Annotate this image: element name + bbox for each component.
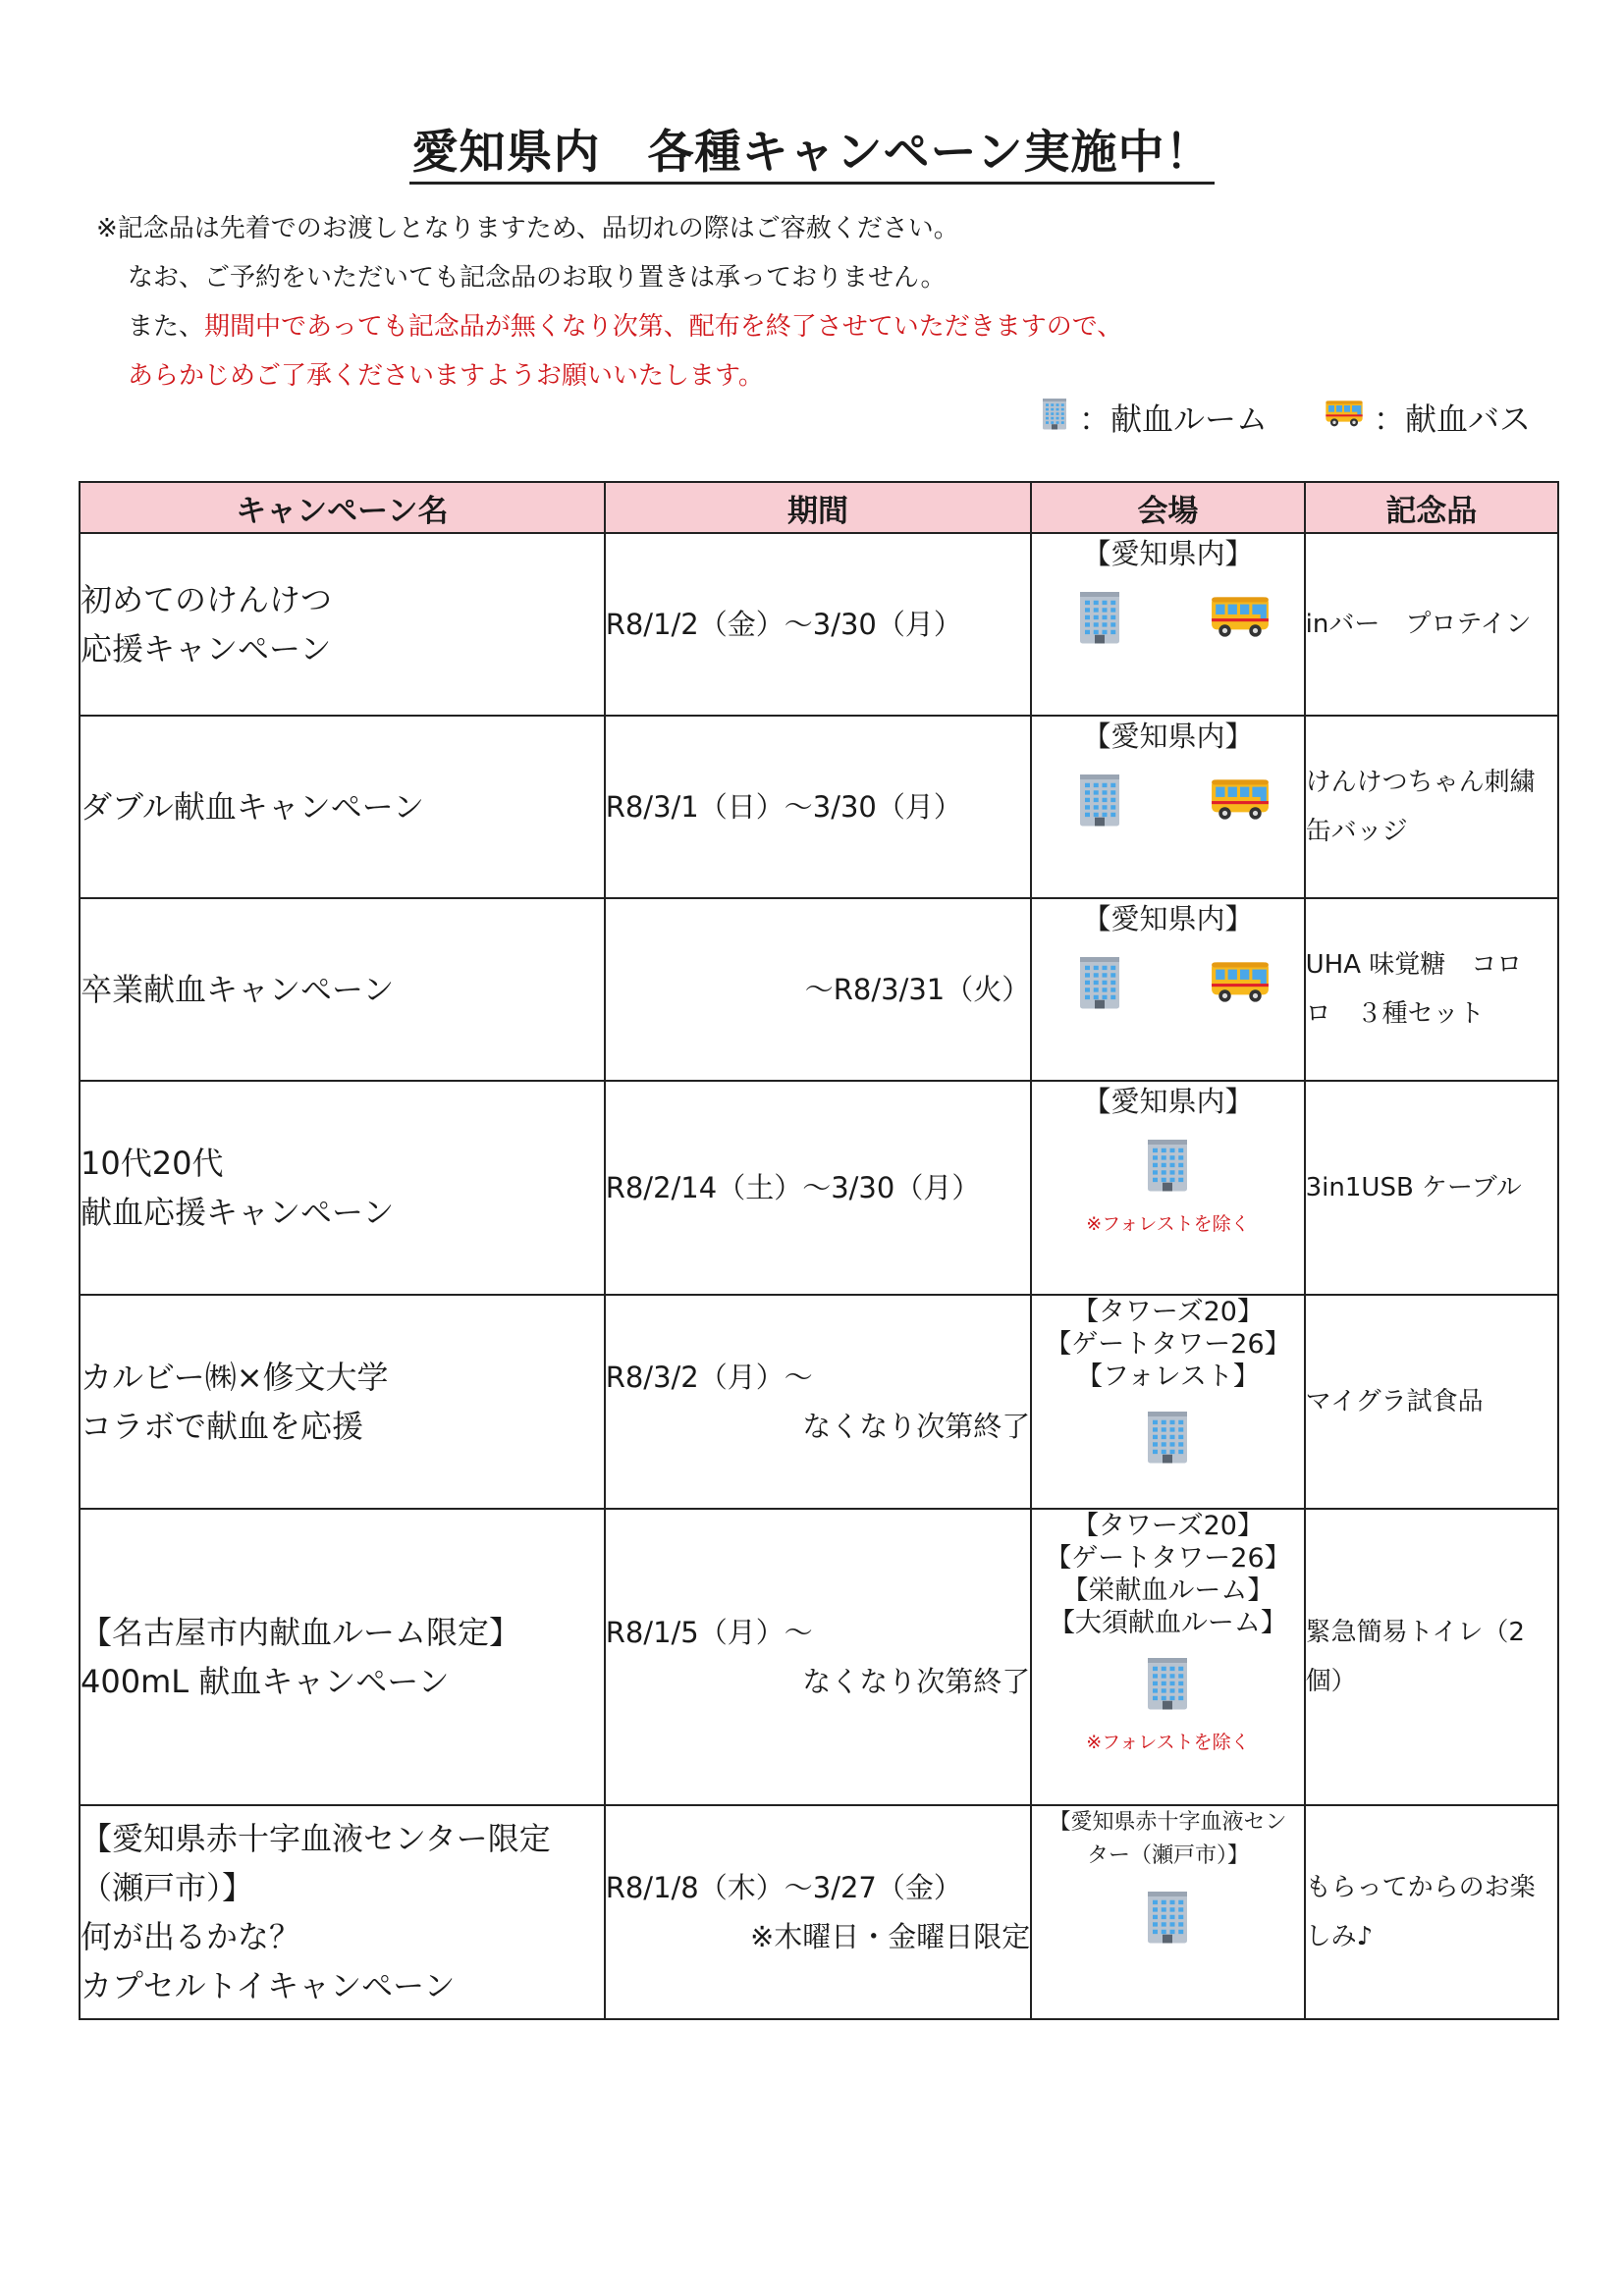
gift-cell xyxy=(1305,1509,1558,1805)
period-line: R8/1/5（月）～ xyxy=(605,1616,813,1649)
building-icon xyxy=(1143,1887,1192,1949)
campaign-name-line: 初めてのけんけつ xyxy=(81,581,333,618)
period-line: ～R8/3/31（火） xyxy=(804,973,1031,1006)
period-cell xyxy=(605,1805,1032,2019)
venue-icons xyxy=(1032,938,1303,1025)
building-icon xyxy=(1143,1407,1192,1469)
campaign-name-cell xyxy=(80,1295,605,1509)
bus-icon xyxy=(1325,399,1364,436)
table-row xyxy=(80,1805,1558,2019)
building-icon xyxy=(1040,396,1069,439)
legend-bus-label: ：献血バス xyxy=(1373,400,1531,438)
campaign-name-cell xyxy=(80,533,605,716)
gift-cell xyxy=(1305,898,1558,1081)
venue-line: 【愛知県内】 xyxy=(1082,537,1254,570)
campaign-name-cell xyxy=(80,1805,605,2019)
period-line: R8/1/2（金）～3/30（月） xyxy=(605,608,962,641)
venue-icons xyxy=(1032,1639,1303,1726)
venue-cell xyxy=(1031,1509,1304,1805)
gift-cell xyxy=(1305,1805,1558,2019)
gift-line: inバー プロテイン xyxy=(1305,610,1532,639)
gift-line: 缶バッジ xyxy=(1305,817,1408,846)
campaign-name-line: 卒業献血キャンペーン xyxy=(81,971,395,1008)
period-cell xyxy=(605,533,1032,716)
venue-line: 【栄献血ルーム】 xyxy=(1061,1575,1274,1606)
venue-line: 【愛知県赤十字血液セン xyxy=(1049,1810,1287,1835)
building-icon xyxy=(1075,952,1124,1015)
venue-icons xyxy=(1032,756,1303,842)
table-row xyxy=(80,1295,1558,1509)
campaign-name-line: カプセルトイキャンペーン xyxy=(81,1967,456,2004)
campaign-name-cell xyxy=(80,716,605,898)
period-cell xyxy=(605,1295,1032,1509)
campaign-name-cell xyxy=(80,1509,605,1805)
table-header-row xyxy=(80,482,1558,533)
gift-cell xyxy=(1305,1081,1558,1295)
campaign-name-line: 応援キャンペーン xyxy=(81,630,332,667)
campaign-name-line: ダブル献血キャンペーン xyxy=(81,788,425,826)
gift-line: しみ♪ xyxy=(1305,1922,1374,1951)
table-row xyxy=(80,533,1558,716)
period-cell xyxy=(605,898,1032,1081)
building-icon xyxy=(1143,1135,1192,1198)
venue-line: 【ゲートタワー26】 xyxy=(1045,1543,1291,1574)
bus-icon xyxy=(1210,594,1271,643)
gift-cell xyxy=(1305,716,1558,898)
period-cell xyxy=(605,716,1032,898)
venue-cell xyxy=(1031,533,1304,716)
period-line: R8/1/8（木）～3/27（金） xyxy=(605,1871,962,1904)
gift-cell xyxy=(1305,533,1558,716)
campaign-name-line: 何が出るかな？ xyxy=(81,1918,301,1955)
venue-line: 【愛知県内】 xyxy=(1082,902,1254,935)
legend-room-label: ：献血ルーム xyxy=(1078,400,1268,438)
table-row xyxy=(80,716,1558,898)
gift-line: 緊急簡易トイレ（2 xyxy=(1305,1618,1525,1647)
header-period: 期間 xyxy=(605,482,1032,533)
venue-line: 【タワーズ20】 xyxy=(1071,1297,1264,1327)
gift-line: もらってからのお楽 xyxy=(1305,1873,1536,1902)
header-gift: 記念品 xyxy=(1305,482,1558,533)
legend xyxy=(1040,395,1531,440)
venue-cell xyxy=(1031,716,1304,898)
period-line: なくなり次第終了 xyxy=(802,1410,1031,1443)
campaign-name-line: 【愛知県赤十字血液センター限定 xyxy=(81,1820,551,1857)
campaign-name-line: コラボで献血を応援 xyxy=(81,1408,364,1445)
gift-line: マイグラ試食品 xyxy=(1305,1387,1484,1416)
exclusion-note: ※フォレストを除く xyxy=(1086,1213,1250,1235)
exclusion-note: ※フォレストを除く xyxy=(1086,1732,1250,1753)
gift-line: 3in1USB ケーブル xyxy=(1305,1173,1522,1202)
gift-line: ロ ３種セット xyxy=(1305,999,1485,1029)
venue-icons xyxy=(1032,1393,1303,1479)
period-cell xyxy=(605,1509,1032,1805)
table-row xyxy=(80,1509,1558,1805)
building-icon xyxy=(1143,1653,1192,1716)
period-line: R8/3/1（日）～3/30（月） xyxy=(605,790,962,824)
header-campaign-name: キャンペーン名 xyxy=(80,482,605,533)
period-line: R8/2/14（土）～3/30（月） xyxy=(605,1171,981,1204)
page-title: 愛知県内 各種キャンペーン実施中！ xyxy=(0,116,1624,182)
campaign-table xyxy=(79,481,1559,2020)
venue-line: 【ゲートタワー26】 xyxy=(1045,1329,1291,1360)
period-line: ※木曜日・金曜日限定 xyxy=(749,1920,1031,1953)
venue-icons xyxy=(1032,1121,1303,1207)
campaign-name-cell xyxy=(80,898,605,1081)
campaign-name-line: 400mL 献血キャンペーン xyxy=(81,1663,450,1700)
venue-cell xyxy=(1031,1295,1304,1509)
gift-cell xyxy=(1305,1295,1558,1509)
venue-cell xyxy=(1031,1805,1304,2019)
campaign-name-line: カルビー㈱×修文大学 xyxy=(81,1359,389,1396)
notice-line: また、期間中であっても記念品が無くなり次第、配布を終了させていただきますので、 xyxy=(128,312,1123,342)
gift-line: UHA 味覚糖 コロ xyxy=(1305,950,1523,980)
notice-block xyxy=(96,204,1122,400)
bus-icon xyxy=(1210,776,1271,826)
notice-line: ※記念品は先着でのお渡しとなりますため、品切れの際はご容赦ください。 xyxy=(96,214,959,243)
campaign-name-line: 【名古屋市内献血ルーム限定】 xyxy=(81,1614,521,1651)
campaign-name-line: 10代20代 xyxy=(81,1145,224,1182)
gift-line: 個） xyxy=(1305,1667,1357,1696)
notice-line: あらかじめご了承くださいますようお願いいたします。 xyxy=(128,361,764,391)
table-row xyxy=(80,1081,1558,1295)
venue-icons xyxy=(1032,573,1303,660)
campaign-name-cell xyxy=(80,1081,605,1295)
period-line: なくなり次第終了 xyxy=(802,1665,1031,1698)
gift-line: けんけつちゃん刺繍 xyxy=(1305,768,1536,797)
venue-cell xyxy=(1031,898,1304,1081)
venue-line: 【タワーズ20】 xyxy=(1071,1511,1264,1541)
table-row xyxy=(80,898,1558,1081)
building-icon xyxy=(1075,587,1124,650)
campaign-name-line: 献血応援キャンペーン xyxy=(81,1194,395,1231)
venue-line: ター（瀬戸市）】 xyxy=(1086,1843,1249,1868)
period-line: R8/3/2（月）～ xyxy=(605,1361,813,1394)
venue-cell xyxy=(1031,1081,1304,1295)
venue-line: 【愛知県内】 xyxy=(1082,1085,1254,1118)
venue-line: 【フォレスト】 xyxy=(1076,1362,1260,1392)
venue-line: 【大須献血ルーム】 xyxy=(1048,1608,1287,1638)
header-venue: 会場 xyxy=(1031,482,1304,533)
building-icon xyxy=(1075,770,1124,832)
bus-icon xyxy=(1210,959,1271,1008)
venue-icons xyxy=(1032,1873,1303,1959)
notice-line: なお、ご予約をいただいても記念品のお取り置きは承っておりません。 xyxy=(128,263,947,293)
campaign-name-line: （瀬戸市）】 xyxy=(81,1869,254,1906)
period-cell xyxy=(605,1081,1032,1295)
venue-line: 【愛知県内】 xyxy=(1082,720,1254,753)
